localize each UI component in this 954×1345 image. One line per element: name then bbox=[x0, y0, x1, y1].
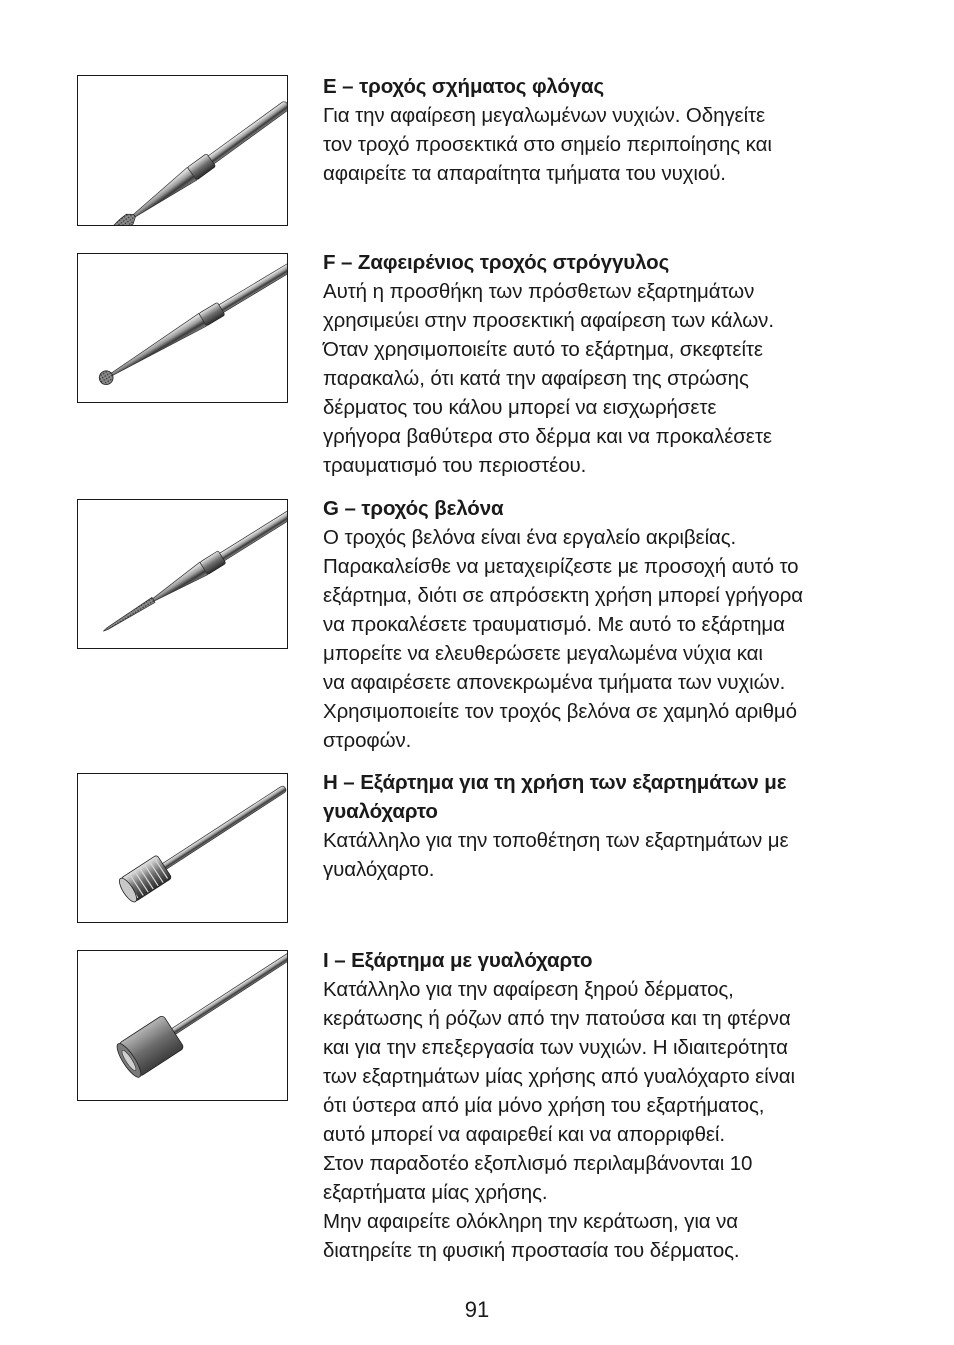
text-line: Όταν χρησιμοποιείτε αυτό το εξάρτημα, σκεφτείτε bbox=[323, 338, 763, 361]
sandpaper-mandrel-image bbox=[78, 774, 287, 922]
text-line: να προκαλέσετε τραυματισμό. Με αυτό το εξάρτημα bbox=[323, 613, 785, 636]
text-line: Στον παραδοτέο εξοπλισμό περιλαμβάνονται 10 bbox=[323, 1152, 753, 1175]
text-line: Παρακαλείσθε να μεταχειρίζεστε με προσοχή αυτό το bbox=[323, 555, 799, 578]
text-line: τραυματισμό του περιοστέου. bbox=[323, 454, 587, 477]
section-f bbox=[323, 248, 883, 480]
text-line: διατηρείτε τη φυσική προστασία του δέρματος. bbox=[323, 1239, 740, 1262]
section-title: E – τροχός σχήματος φλόγας bbox=[323, 75, 605, 98]
section-h bbox=[323, 768, 883, 884]
text-line: εξάρτημα, διότι σε απρόσεκτη χρήση μπορεί γρήγορα bbox=[323, 584, 804, 607]
text-line: χρησιμεύει στην προσεκτική αφαίρεση των κάλων. bbox=[323, 309, 774, 332]
text-line: να αφαιρέσετε απονεκρωμένα τμήματα των νυχιών. bbox=[323, 671, 786, 694]
image-frame-g bbox=[77, 499, 288, 649]
text-line: Αυτή η προσθήκη των πρόσθετων εξαρτημάτων bbox=[323, 280, 755, 303]
image-frame-f bbox=[77, 253, 288, 403]
text-line: μπορείτε να ελευθερώσετε μεγαλωμένα νύχια και bbox=[323, 642, 763, 665]
section-title-line: γυαλόχαρτο bbox=[323, 800, 438, 823]
text-line: γυαλόχαρτο. bbox=[323, 858, 435, 881]
text-line: τον τροχό προσεκτικά στο σημείο περιποίησης και bbox=[323, 133, 772, 156]
text-line: Ο τροχός βελόνα είναι ένα εργαλείο ακριβείας. bbox=[323, 526, 737, 549]
sapphire-round-bit-image bbox=[78, 254, 287, 402]
section-title: G – τροχός βελόνα bbox=[323, 497, 504, 520]
section-i bbox=[323, 946, 883, 1265]
section-e bbox=[323, 72, 883, 188]
text-line: Κατάλληλο για την τοποθέτηση των εξαρτημάτων με bbox=[323, 829, 789, 852]
text-line: των εξαρτημάτων μίας χρήσης από γυαλόχαρτο είναι bbox=[323, 1065, 795, 1088]
flame-shaped-bit-image bbox=[78, 76, 287, 225]
text-line: ότι ύστερα από μία μόνο χρήση του εξαρτήματος, bbox=[323, 1094, 765, 1117]
text-line: και για την επεξεργασία των νυχιών. Η ιδιαιτερότητα bbox=[323, 1036, 788, 1059]
image-frame-e bbox=[77, 75, 288, 226]
text-line: παρακαλώ, ότι κατά την αφαίρεση της στρώσης bbox=[323, 367, 749, 390]
text-line: δέρματος του κάλου μπορεί να εισχωρήσετε bbox=[323, 396, 717, 419]
text-line: αφαιρείτε τα απαραίτητα τμήματα του νυχιού. bbox=[323, 162, 726, 185]
image-frame-i bbox=[77, 950, 288, 1101]
image-frame-h bbox=[77, 773, 288, 923]
text-line: κεράτωσης ή ρόζων από την πατούσα και τη φτέρνα bbox=[323, 1007, 791, 1030]
text-line: Μην αφαιρείτε ολόκληρη την κεράτωση, για να bbox=[323, 1210, 739, 1233]
section-title: F – Ζαφειρένιος τροχός στρόγγυλος bbox=[323, 251, 670, 274]
sandpaper-cap-image bbox=[78, 951, 287, 1100]
needle-bit-image bbox=[78, 500, 287, 648]
text-line: αυτό μπορεί να αφαιρεθεί και να απορριφθεί. bbox=[323, 1123, 725, 1146]
text-line: στροφών. bbox=[323, 729, 412, 752]
text-line: Για την αφαίρεση μεγαλωμένων νυχιών. Οδηγείτε bbox=[323, 104, 766, 127]
text-line: Κατάλληλο για την αφαίρεση ξηρού δέρματος, bbox=[323, 978, 734, 1001]
text-line: εξαρτήματα μίας χρήσης. bbox=[323, 1181, 548, 1204]
section-title: I – Εξάρτημα με γυαλόχαρτο bbox=[323, 949, 593, 972]
text-line: Χρησιμοποιείτε τον τροχός βελόνα σε χαμηλό αριθμό bbox=[323, 700, 797, 723]
section-g bbox=[323, 494, 883, 755]
text-line: γρήγορα βαθύτερα στο δέρμα και να προκαλέσετε bbox=[323, 425, 772, 448]
page-number: 91 bbox=[464, 1297, 490, 1322]
section-title-line: H – Εξάρτημα για τη χρήση των εξαρτημάτων με bbox=[323, 771, 787, 794]
